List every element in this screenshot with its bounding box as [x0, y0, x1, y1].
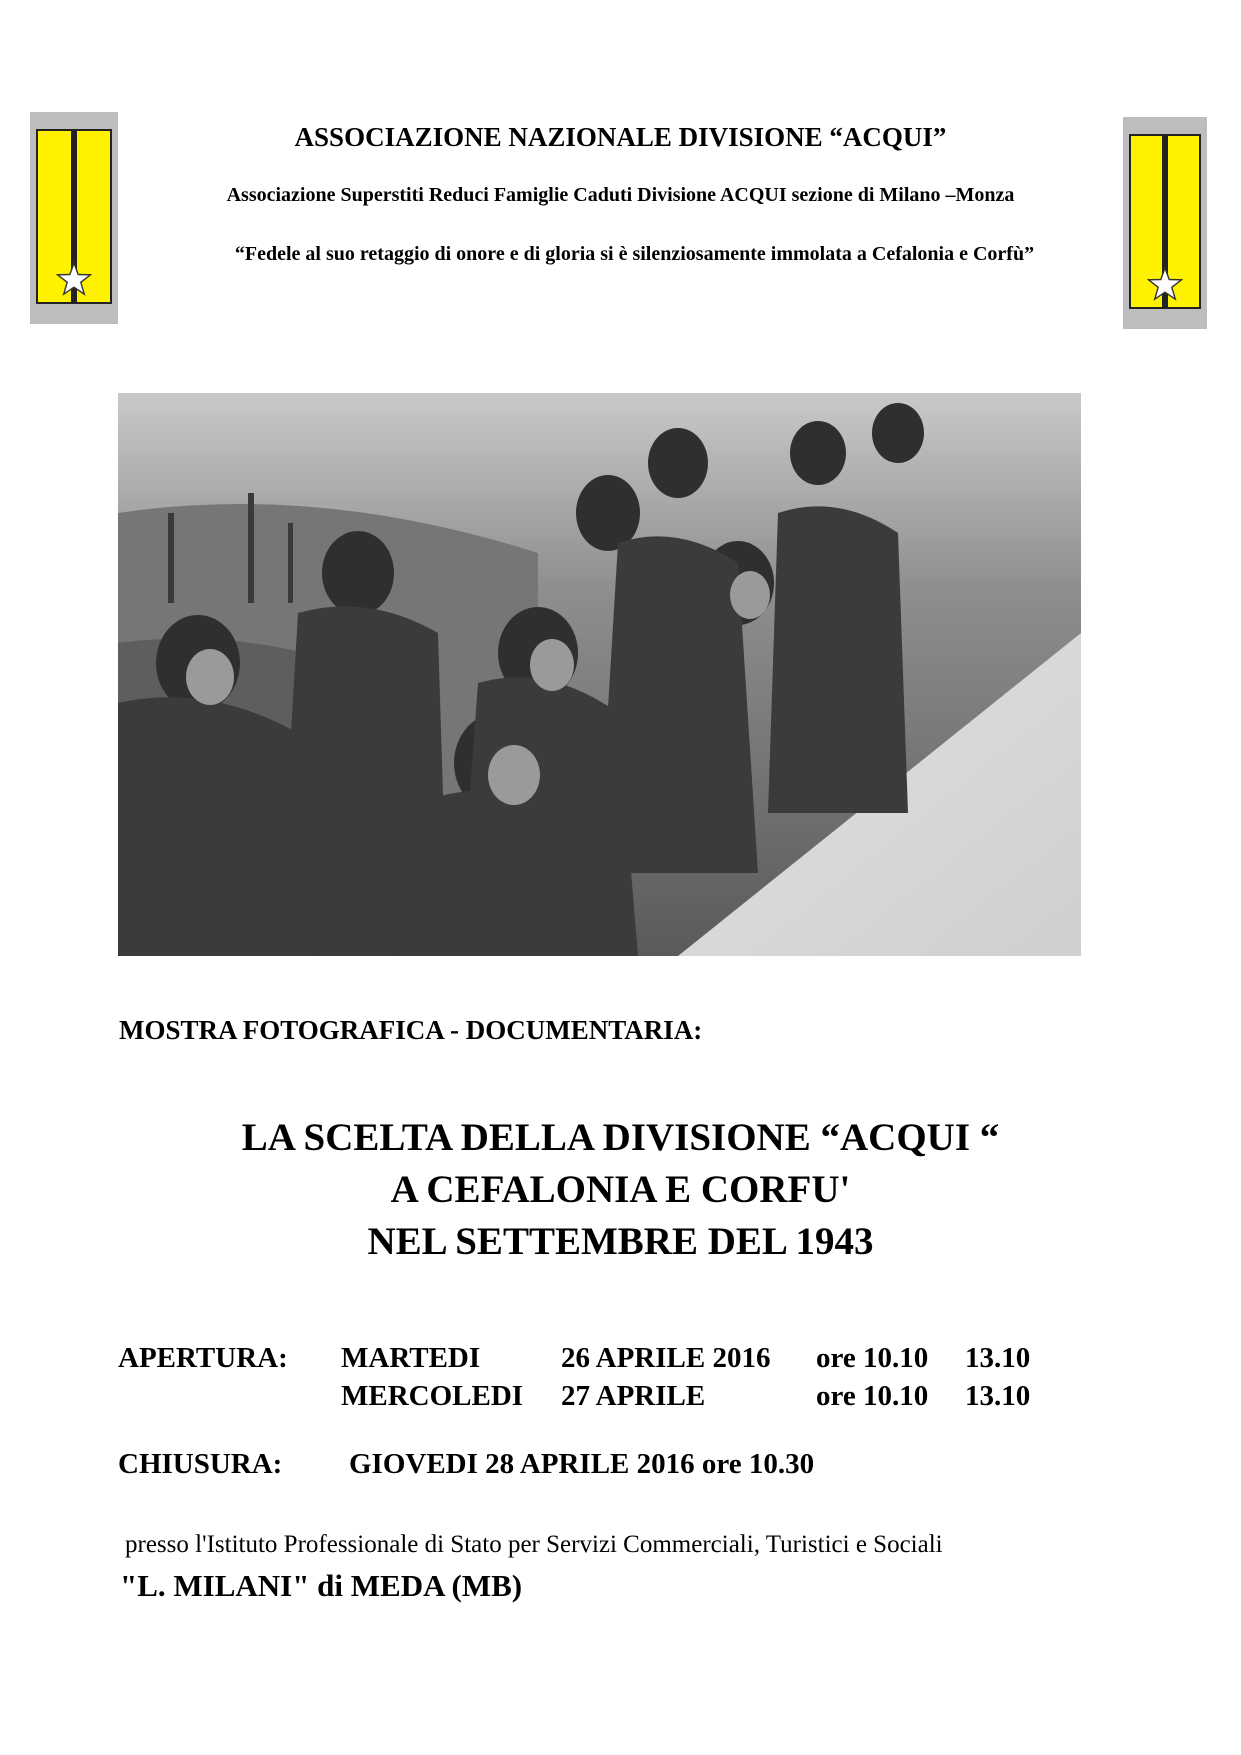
opening-end-time: 13.10 [965, 1380, 1031, 1412]
main-title [0, 1112, 1241, 1268]
insignia-plate [36, 129, 112, 304]
association-title: ASSOCIAZIONE NAZIONALE DIVISIONE “ACQUI” [294, 122, 947, 152]
insignia-plate [1129, 134, 1201, 309]
association-subtitle: Associazione Superstiti Reduci Famiglie Caduti Divisione ACQUI sezione di Milano –Monza [226, 184, 1015, 206]
opening-time: ore 10.10 [816, 1380, 929, 1412]
closing-label: CHIUSURA: [118, 1448, 283, 1480]
star-icon [56, 262, 92, 296]
opening-label: APERTURA: [118, 1342, 288, 1374]
association-motto: “Fedele al suo retaggio di onore e di gloria si è silenziosamente immolata a Cefalonia e Corfù” [234, 243, 1035, 265]
opening-date: 27 APRILE [561, 1380, 706, 1412]
opening-day: MARTEDI [341, 1342, 481, 1374]
opening-time: ore 10.10 [816, 1342, 929, 1374]
main-title-line: LA SCELTA DELLA DIVISIONE “ACQUI “ [241, 1116, 1000, 1159]
closing-text: GIOVEDI 28 APRILE 2016 ore 10.30 [349, 1448, 815, 1480]
main-title-line: A CEFALONIA E CORFU' [390, 1168, 851, 1211]
opening-day: MERCOLEDI [341, 1380, 524, 1412]
exhibit-label: MOSTRA FOTOGRAFICA - DOCUMENTARIA: [119, 1015, 703, 1045]
opening-end-time: 13.10 [965, 1342, 1031, 1374]
star-icon [1147, 267, 1183, 301]
opening-date: 26 APRILE 2016 [561, 1342, 771, 1374]
venue-name: "L. MILANI" di MEDA (MB) [120, 1568, 523, 1603]
soldiers-photo [118, 393, 1081, 956]
venue-line: presso l'Istituto Professionale di Stato per Servizi Commerciali, Turistici e Sociali [125, 1531, 943, 1558]
main-title-line: NEL SETTEMBRE DEL 1943 [367, 1220, 874, 1263]
